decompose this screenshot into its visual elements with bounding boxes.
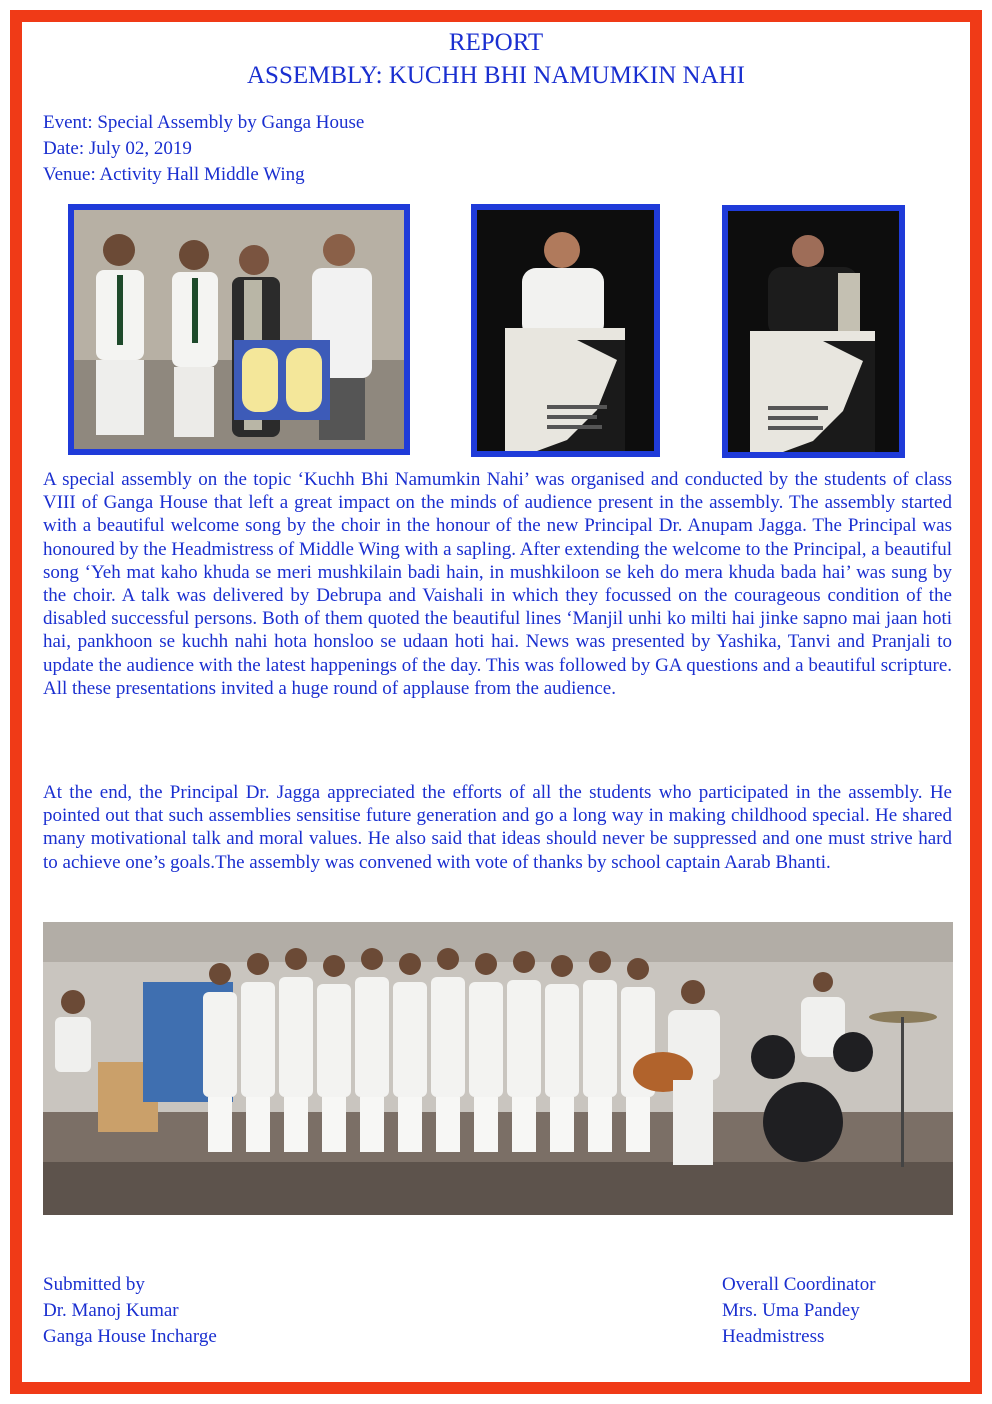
signature-coordinator [722, 1272, 876, 1350]
photo-principal-speech [471, 204, 660, 457]
signature-submitted [43, 1272, 217, 1350]
coordinator-name: Mrs. Uma Pandey [722, 1300, 860, 1321]
coordinator-label: Overall Coordinator [722, 1274, 876, 1295]
submitted-by-label: Submitted by [43, 1274, 145, 1295]
photo-felicitation [68, 204, 410, 455]
submitter-role: Ganga House Incharge [43, 1326, 217, 1347]
date-line: Date: July 02, 2019 [43, 138, 192, 159]
venue-line: Venue: Activity Hall Middle Wing [43, 164, 305, 185]
report-heading: REPORT [448, 29, 544, 56]
photo-headmistress-speech [722, 205, 905, 458]
report-title: ASSEMBLY: KUCHH BHI NAMUMKIN NAHI [247, 62, 745, 89]
submitter-name: Dr. Manoj Kumar [43, 1300, 179, 1321]
coordinator-role: Headmistress [722, 1326, 825, 1347]
photo-choir-stage [43, 922, 953, 1215]
paragraph-1: A special assembly on the topic ‘Kuchh Bhi Namumkin Nahi’ was organised and conducted by the students of class VIII of Ganga House that left a great impact on the minds of audience present in the assembly. The assembly started with a beautiful welcome song by the choir in the honour of the new Principal Dr. Anupam Jagga. The Principal was honoured by the Headmistress of Middle Wing with a sapling. After extending the welcome to the Principal, a beautiful song ‘Yeh mat kaho khuda se meri mushkilain badi hain, in mushkiloon se keh do mera khuda bada hai’ was sung by the choir. A talk was delivered by Debrupa and Vaishali in which they focussed on the courageous condition of the disabled successful persons. Both of them quoted the beautiful lines ‘Manjil unhi ko milti hai jinke sapno mai jaan hoti hai, pankhoon se kuchh nahi hota honsloo se udaan hoti hai. News was presented by Yashika, Tanvi and Pranjali to update the audience with the latest happenings of the day. This was followed by GA questions and a beautiful scripture. All these presentations invited a huge round of applause from the audience. [43, 469, 952, 699]
paragraph-2: At the end, the Principal Dr. Jagga appreciated the efforts of all the students who participated in the assembly. He pointed out that such assemblies sensitise future generation and go a long way in making childhood special. He shared many motivational talk and moral values. He also said that ideas should never be suppressed and one must strive hard to achieve one’s goals.The assembly was convened with vote of thanks by school captain Aarab Bhanti. [43, 782, 952, 873]
event-line: Event: Special Assembly by Ganga House [43, 112, 365, 133]
